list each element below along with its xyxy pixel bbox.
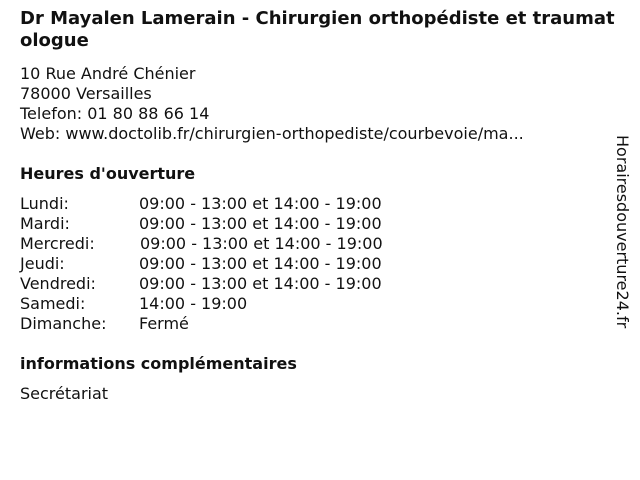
page-title: Dr Mayalen Lamerain - Chirurgien orthopédiste et traumatologue bbox=[20, 8, 615, 51]
hours-time: 14:00 - 19:00 bbox=[139, 294, 248, 313]
hours-time: Fermé bbox=[139, 314, 189, 333]
hours-day: Vendredi: bbox=[20, 274, 96, 293]
hours-time: 09:00 - 13:00 et 14:00 - 19:00 bbox=[139, 274, 382, 293]
hours-day: Mercredi: bbox=[20, 234, 95, 253]
additional-info-text: Secrétariat bbox=[20, 384, 109, 403]
additional-info-heading: informations complémentaires bbox=[20, 354, 297, 373]
hours-time: 09:00 - 13:00 et 14:00 - 19:00 bbox=[139, 194, 382, 213]
hours-time: 09:00 - 13:00 et 14:00 - 19:00 bbox=[139, 254, 382, 273]
hours-time: 09:00 - 13:00 et 14:00 - 19:00 bbox=[140, 234, 383, 253]
hours-day: Mardi: bbox=[20, 214, 70, 233]
phone-text[interactable]: Telefon: 01 80 88 66 14 bbox=[20, 104, 210, 123]
address-city: 78000 Versailles bbox=[20, 84, 152, 103]
hours-day: Lundi: bbox=[20, 194, 69, 213]
address-street: 10 Rue André Chénier bbox=[20, 64, 196, 83]
watermark-text: Horairesdouverture24.fr bbox=[613, 135, 632, 329]
opening-hours-heading: Heures d'ouverture bbox=[20, 164, 196, 183]
contact-block bbox=[20, 64, 524, 144]
hours-day: Samedi: bbox=[20, 294, 86, 313]
hours-time: 09:00 - 13:00 et 14:00 - 19:00 bbox=[139, 214, 382, 233]
hours-day: Dimanche: bbox=[20, 314, 107, 333]
website-link[interactable]: Web: www.doctolib.fr/chirurgien-orthopediste/courbevoie/ma... bbox=[20, 124, 524, 143]
hours-day: Jeudi: bbox=[20, 254, 65, 273]
